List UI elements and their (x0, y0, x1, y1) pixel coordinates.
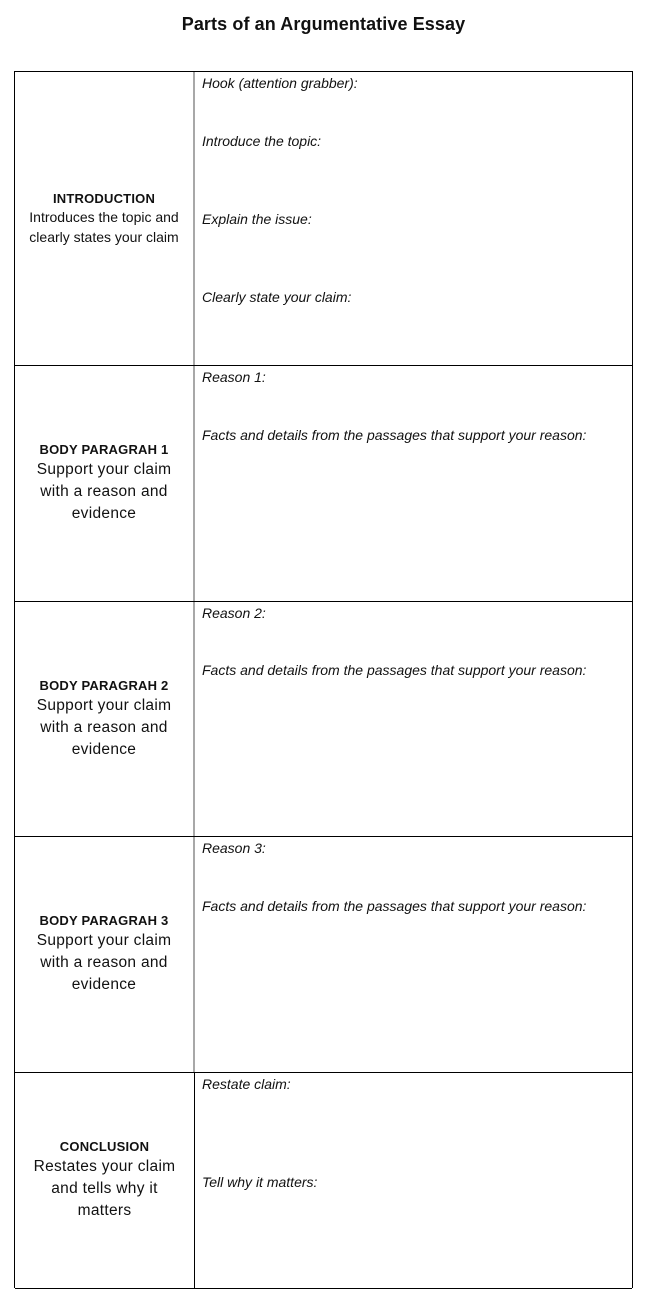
section-title: CONCLUSION (59, 1139, 150, 1154)
table-row-conclusion (15, 1073, 632, 1289)
essay-organizer-table (14, 71, 633, 1288)
table-row-body-paragraph-2 (15, 602, 632, 837)
prompt-introduce-topic: Introduce the topic: (202, 133, 322, 149)
section-title: BODY PARAGRAH 1 (39, 442, 169, 457)
section-description (34, 1156, 176, 1222)
description-line: Support your claim (36, 932, 172, 949)
description-line: with a reason and (40, 718, 168, 736)
label-cell-introduction (15, 72, 195, 365)
description-line: with a reason and (40, 954, 168, 971)
section-description (37, 459, 172, 525)
section-title: BODY PARAGRAH 3 (39, 913, 169, 928)
description-line: clearly states your claim (29, 228, 179, 245)
section-description (37, 695, 172, 761)
page-title: Parts of an Argumentative Essay (181, 14, 466, 34)
section-title: INTRODUCTION (52, 190, 156, 206)
table-row-body-paragraph-1 (15, 366, 632, 602)
table-row-introduction (15, 72, 632, 366)
description-line: and tells why it (51, 1180, 158, 1197)
prompt-reason: Reason 3: (202, 840, 266, 856)
prompt-reason: Reason 2: (202, 605, 266, 621)
description-line: evidence (71, 976, 137, 993)
description-line: Restates your claim (33, 1158, 176, 1175)
description-line: Support your claim (36, 461, 172, 478)
table-row-body-paragraph-3 (15, 837, 632, 1073)
prompt-state-claim: Clearly state your claim: (202, 289, 352, 305)
label-cell-body-paragraph-2 (15, 602, 195, 836)
label-cell-body-paragraph-1 (15, 366, 195, 601)
label-cell-body-paragraph-3 (15, 837, 195, 1072)
description-line: matters (77, 1202, 132, 1219)
prompt-facts-details: Facts and details from the passages that support your reason: (202, 898, 587, 914)
prompt-hook: Hook (attention grabber): (202, 75, 358, 91)
description-line: with a reason and (40, 483, 168, 500)
prompt-why-it-matters: Tell why it matters: (202, 1174, 318, 1190)
prompt-restate-claim: Restate claim: (202, 1076, 291, 1092)
section-description (37, 930, 172, 996)
prompt-facts-details: Facts and details from the passages that support your reason: (202, 662, 587, 678)
section-description (29, 207, 178, 247)
prompt-explain-issue: Explain the issue: (202, 211, 312, 227)
prompt-reason: Reason 1: (202, 369, 266, 385)
description-line: Introduces the topic and (29, 208, 179, 225)
prompt-facts-details: Facts and details from the passages that support your reason: (202, 427, 587, 443)
section-title: BODY PARAGRAH 2 (39, 677, 169, 693)
description-line: evidence (71, 740, 137, 758)
description-line: evidence (71, 505, 137, 522)
label-cell-conclusion (15, 1073, 195, 1288)
description-line: Support your claim (36, 696, 172, 714)
